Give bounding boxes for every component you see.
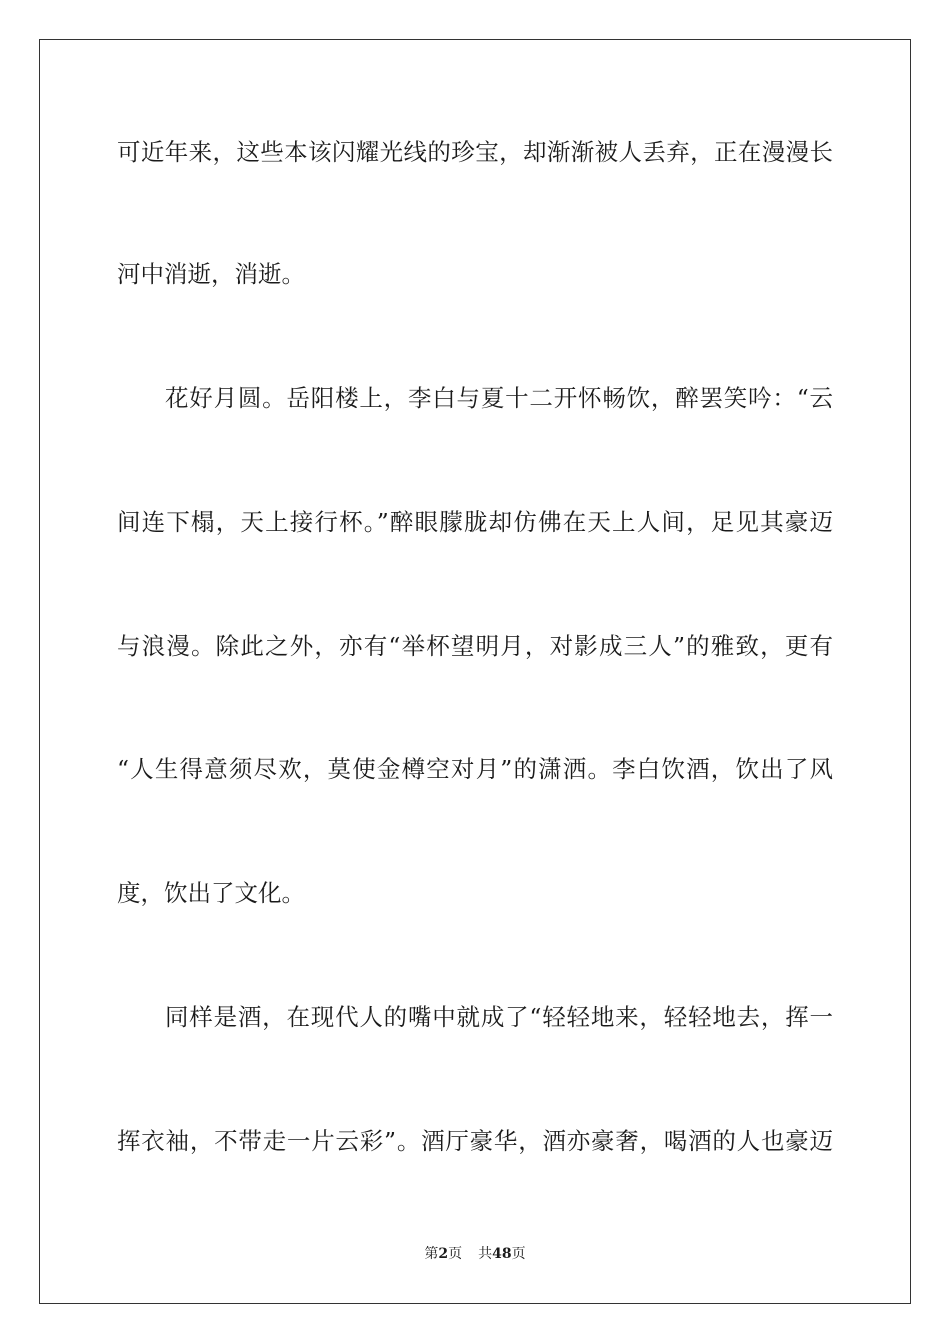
total-suffix: 页 xyxy=(511,1246,526,1262)
text-line: 挥衣袖，不带走一片云彩”。酒厅豪华，酒亦豪奢，喝酒的人也豪迈 xyxy=(117,1127,833,1155)
text-line: 与浪漫。除此之外，亦有“举杯望明月，对影成三人”的雅致，更有 xyxy=(117,632,833,660)
page-prefix: 第 xyxy=(424,1246,439,1262)
page-suffix: 页 xyxy=(448,1246,463,1262)
page-border xyxy=(39,39,911,1304)
total-pages: 48 xyxy=(492,1246,512,1262)
text-line: 河中消逝，消逝。 xyxy=(117,260,305,288)
page-number: 2 xyxy=(438,1246,449,1262)
page-footer xyxy=(0,1244,950,1264)
paragraph-start-line: 花好月圆。岳阳楼上，李白与夏十二开怀畅饮，醉罢笑吟：“云 xyxy=(165,384,833,412)
text-line: 可近年来，这些本该闪耀光线的珍宝，却渐渐被人丢弃，正在漫漫长 xyxy=(117,138,833,166)
paragraph-start-line: 同样是酒，在现代人的嘴中就成了“轻轻地来，轻轻地去，挥一 xyxy=(165,1003,833,1031)
text-line: 度，饮出了文化。 xyxy=(117,879,305,907)
text-line: 间连下榻，天上接行杯。”醉眼朦胧却仿佛在天上人间，足见其豪迈 xyxy=(117,508,833,536)
text-line: “人生得意须尽欢，莫使金樽空对月”的潇洒。李白饮酒，饮出了风 xyxy=(117,755,833,783)
total-prefix: 共 xyxy=(478,1246,493,1262)
